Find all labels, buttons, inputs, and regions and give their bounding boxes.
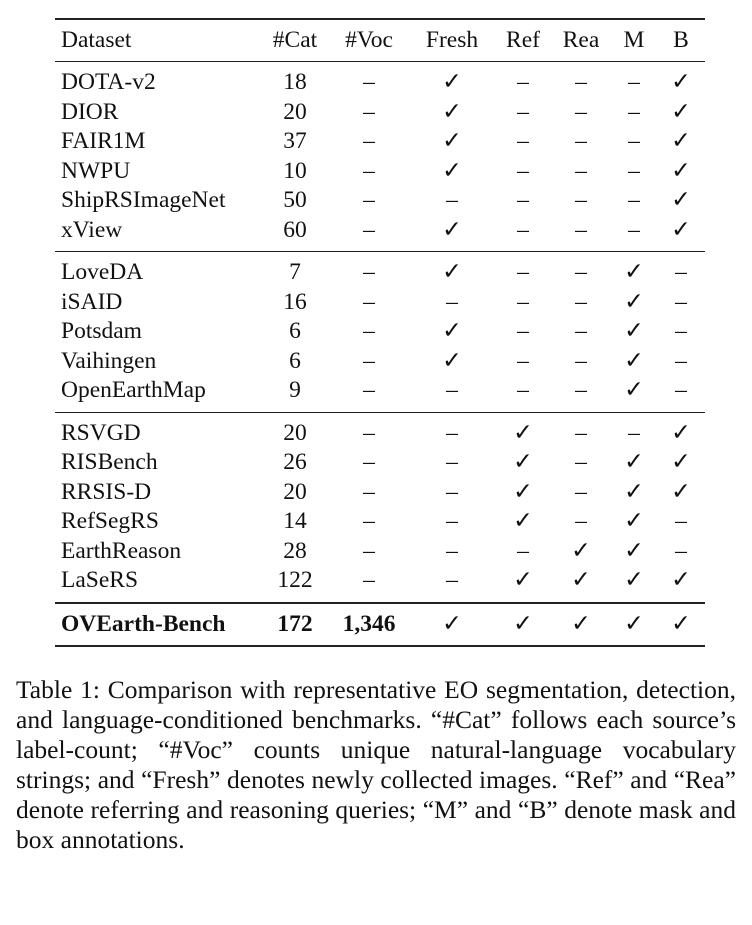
cell-ref: ✓ bbox=[513, 478, 533, 505]
cell-m: – bbox=[611, 412, 657, 448]
cell-m: ✓ bbox=[624, 318, 644, 344]
ours-rea: ✓ bbox=[551, 603, 611, 646]
cell-m: ✓ bbox=[624, 449, 644, 475]
cell-dataset: RefSegRS bbox=[61, 508, 159, 534]
cell-fresh: – bbox=[446, 449, 458, 475]
cell-dataset: RRSIS-D bbox=[61, 478, 152, 505]
header-ref: Ref bbox=[495, 19, 551, 62]
cell-rea: – bbox=[551, 412, 611, 448]
ours-dataset: OVEarth-Bench bbox=[55, 603, 261, 646]
cell-dataset: ShipRSImageNet bbox=[61, 187, 226, 213]
cell-fresh: – bbox=[446, 478, 458, 505]
ours-m: ✓ bbox=[611, 603, 657, 646]
cell-cat: 10 bbox=[283, 157, 307, 184]
cell-fresh: ✓ bbox=[442, 69, 462, 95]
header-fresh: Fresh bbox=[409, 19, 495, 62]
cell-b: ✓ bbox=[657, 412, 705, 448]
cell-rea: – bbox=[575, 449, 587, 475]
cell-b: ✓ bbox=[671, 128, 691, 154]
header-dataset: Dataset bbox=[55, 19, 261, 62]
cell-voc: – bbox=[363, 377, 375, 403]
cell-ref: ✓ bbox=[513, 449, 533, 475]
cell-cat: 122 bbox=[277, 567, 313, 593]
cell-rea: – bbox=[551, 252, 611, 288]
cell-dataset: Potsdam bbox=[61, 318, 142, 344]
cell-rea: – bbox=[575, 347, 587, 374]
cell-dataset: RISBench bbox=[61, 449, 158, 475]
cell-m: – bbox=[628, 98, 640, 125]
cell-fresh: – bbox=[446, 377, 458, 403]
cell-b: ✓ bbox=[671, 478, 691, 505]
cell-ref: – bbox=[517, 347, 529, 374]
cell-cat: 18 bbox=[283, 69, 307, 95]
table-row bbox=[55, 216, 705, 252]
cell-cat: 20 bbox=[261, 412, 329, 448]
cell-voc: – bbox=[363, 508, 375, 534]
cell-b: ✓ bbox=[671, 157, 691, 184]
header-cat: #Cat bbox=[261, 19, 329, 62]
comparison-table-container bbox=[55, 18, 705, 647]
table-row bbox=[55, 507, 705, 537]
table-row bbox=[55, 347, 705, 377]
table-row bbox=[55, 537, 705, 567]
cell-b: – bbox=[657, 252, 705, 288]
cell-m: ✓ bbox=[624, 377, 644, 403]
cell-ref: ✓ bbox=[513, 508, 533, 534]
header-m: M bbox=[611, 19, 657, 62]
table-header bbox=[55, 19, 705, 62]
cell-fresh: – bbox=[446, 567, 458, 593]
cell-m: – bbox=[628, 128, 640, 154]
cell-b: – bbox=[675, 318, 687, 344]
cell-voc: – bbox=[363, 288, 375, 315]
cell-dataset: EarthReason bbox=[61, 537, 182, 564]
cell-cat: 60 bbox=[283, 216, 307, 243]
cell-rea: – bbox=[575, 69, 587, 95]
cell-b: ✓ bbox=[671, 216, 691, 243]
cell-rea: – bbox=[575, 187, 587, 213]
cell-b: – bbox=[675, 377, 687, 403]
cell-rea: – bbox=[575, 508, 587, 534]
cell-dataset: xView bbox=[61, 216, 123, 243]
cell-rea: – bbox=[575, 157, 587, 184]
cell-voc: – bbox=[363, 567, 375, 593]
table-row bbox=[55, 566, 705, 603]
cell-rea: – bbox=[575, 318, 587, 344]
cell-fresh: – bbox=[446, 288, 458, 315]
header-rea: Rea bbox=[551, 19, 611, 62]
cell-dataset: FAIR1M bbox=[61, 128, 146, 154]
cell-dataset: Vaihingen bbox=[61, 347, 157, 374]
table-caption: Table 1: Comparison with representative EO segmentation, detection, and language-conditioned benchmarks. “#Cat” follows each source’s label-count; “#Voc” counts unique natural-language vocabulary strings; and “Fresh” denotes newly collected images. “Ref” and “Rea” denote referring and reasoning queries; “M” and “B” denote mask and box annotations. bbox=[16, 675, 736, 854]
cell-dataset: DOTA-v2 bbox=[61, 69, 156, 95]
cell-cat: 6 bbox=[289, 318, 301, 344]
ours-cat: 172 bbox=[261, 603, 329, 646]
cell-ref: – bbox=[517, 377, 529, 403]
cell-ref: – bbox=[517, 69, 529, 95]
cell-rea: – bbox=[575, 98, 587, 125]
cell-m: ✓ bbox=[624, 347, 644, 374]
cell-ref: – bbox=[495, 252, 551, 288]
cell-voc: – bbox=[363, 69, 375, 95]
segmentation-group bbox=[55, 252, 705, 413]
table-row bbox=[55, 376, 705, 412]
table-row bbox=[55, 62, 705, 98]
cell-ref: ✓ bbox=[513, 567, 533, 593]
cell-b: – bbox=[675, 347, 687, 374]
cell-voc: – bbox=[363, 478, 375, 505]
cell-voc: – bbox=[363, 98, 375, 125]
table-row bbox=[55, 98, 705, 128]
cell-b: ✓ bbox=[671, 567, 691, 593]
cell-ref: – bbox=[517, 128, 529, 154]
cell-voc: – bbox=[363, 128, 375, 154]
cell-rea: – bbox=[575, 216, 587, 243]
ours-fresh: ✓ bbox=[409, 603, 495, 646]
table-row bbox=[55, 186, 705, 216]
cell-ref: – bbox=[517, 98, 529, 125]
cell-b: – bbox=[675, 537, 687, 564]
cell-voc: – bbox=[363, 157, 375, 184]
cell-voc: – bbox=[329, 412, 409, 448]
cell-cat: 14 bbox=[283, 508, 307, 534]
cell-rea: ✓ bbox=[571, 567, 591, 593]
cell-dataset: OpenEarthMap bbox=[61, 377, 206, 403]
table-row bbox=[55, 317, 705, 347]
comparison-table bbox=[55, 18, 705, 647]
cell-cat: 28 bbox=[283, 537, 307, 564]
cell-b: ✓ bbox=[671, 449, 691, 475]
ours-ref: ✓ bbox=[495, 603, 551, 646]
cell-ref: – bbox=[517, 288, 529, 315]
cell-cat: 26 bbox=[283, 449, 307, 475]
cell-ref: – bbox=[517, 157, 529, 184]
cell-fresh: – bbox=[446, 187, 458, 213]
table-row bbox=[55, 412, 705, 448]
cell-fresh: – bbox=[446, 508, 458, 534]
cell-m: ✓ bbox=[624, 567, 644, 593]
cell-rea: – bbox=[575, 288, 587, 315]
cell-rea: – bbox=[575, 128, 587, 154]
cell-voc: – bbox=[329, 252, 409, 288]
cell-cat: 7 bbox=[261, 252, 329, 288]
cell-cat: 50 bbox=[283, 187, 307, 213]
cell-b: – bbox=[675, 508, 687, 534]
cell-fresh: ✓ bbox=[442, 347, 462, 374]
cell-dataset: LoveDA bbox=[55, 252, 261, 288]
cell-fresh: ✓ bbox=[442, 216, 462, 243]
cell-b: ✓ bbox=[671, 187, 691, 213]
ours-row bbox=[55, 603, 705, 646]
header-row bbox=[55, 19, 705, 62]
cell-dataset: LaSeRS bbox=[61, 567, 139, 593]
cell-voc: – bbox=[363, 449, 375, 475]
cell-fresh: ✓ bbox=[409, 252, 495, 288]
header-voc: #Voc bbox=[329, 19, 409, 62]
cell-cat: 9 bbox=[289, 377, 301, 403]
cell-voc: – bbox=[363, 187, 375, 213]
cell-rea: – bbox=[575, 377, 587, 403]
cell-ref: – bbox=[517, 187, 529, 213]
cell-m: – bbox=[628, 157, 640, 184]
cell-voc: – bbox=[363, 537, 375, 564]
cell-voc: – bbox=[363, 216, 375, 243]
cell-dataset: RSVGD bbox=[55, 412, 261, 448]
cell-b: ✓ bbox=[671, 98, 691, 125]
cell-dataset: NWPU bbox=[61, 157, 131, 184]
ours-voc: 1,346 bbox=[329, 603, 409, 646]
cell-fresh: ✓ bbox=[442, 98, 462, 125]
cell-fresh: ✓ bbox=[442, 128, 462, 154]
table-row bbox=[55, 157, 705, 187]
cell-ref: – bbox=[517, 216, 529, 243]
cell-m: ✓ bbox=[624, 508, 644, 534]
cell-m: – bbox=[628, 187, 640, 213]
cell-fresh: ✓ bbox=[442, 318, 462, 344]
cell-fresh: – bbox=[409, 412, 495, 448]
cell-m: ✓ bbox=[624, 478, 644, 505]
cell-ref: ✓ bbox=[495, 412, 551, 448]
table-row bbox=[55, 478, 705, 508]
cell-rea: – bbox=[575, 478, 587, 505]
table-row bbox=[55, 288, 705, 318]
language-group bbox=[55, 412, 705, 603]
cell-m: ✓ bbox=[624, 288, 644, 315]
cell-b: ✓ bbox=[671, 69, 691, 95]
cell-fresh: – bbox=[446, 537, 458, 564]
cell-m: – bbox=[628, 216, 640, 243]
cell-dataset: iSAID bbox=[61, 288, 123, 315]
header-b: B bbox=[657, 19, 705, 62]
cell-ref: – bbox=[517, 318, 529, 344]
cell-cat: 20 bbox=[283, 478, 307, 505]
table-row bbox=[55, 252, 705, 288]
detection-group bbox=[55, 62, 705, 252]
cell-m: ✓ bbox=[624, 537, 644, 564]
cell-rea: ✓ bbox=[571, 537, 591, 564]
cell-m: – bbox=[628, 69, 640, 95]
cell-cat: 6 bbox=[289, 347, 301, 374]
cell-voc: – bbox=[363, 347, 375, 374]
cell-fresh: ✓ bbox=[442, 157, 462, 184]
cell-m: ✓ bbox=[611, 252, 657, 288]
cell-b: – bbox=[675, 288, 687, 315]
cell-ref: – bbox=[517, 537, 529, 564]
table-row bbox=[55, 127, 705, 157]
cell-cat: 16 bbox=[283, 288, 307, 315]
table-row bbox=[55, 448, 705, 478]
ours-group bbox=[55, 603, 705, 646]
cell-voc: – bbox=[363, 318, 375, 344]
cell-dataset: DIOR bbox=[61, 98, 119, 125]
ours-b: ✓ bbox=[657, 603, 705, 646]
cell-cat: 20 bbox=[283, 98, 307, 125]
cell-cat: 37 bbox=[283, 128, 307, 154]
